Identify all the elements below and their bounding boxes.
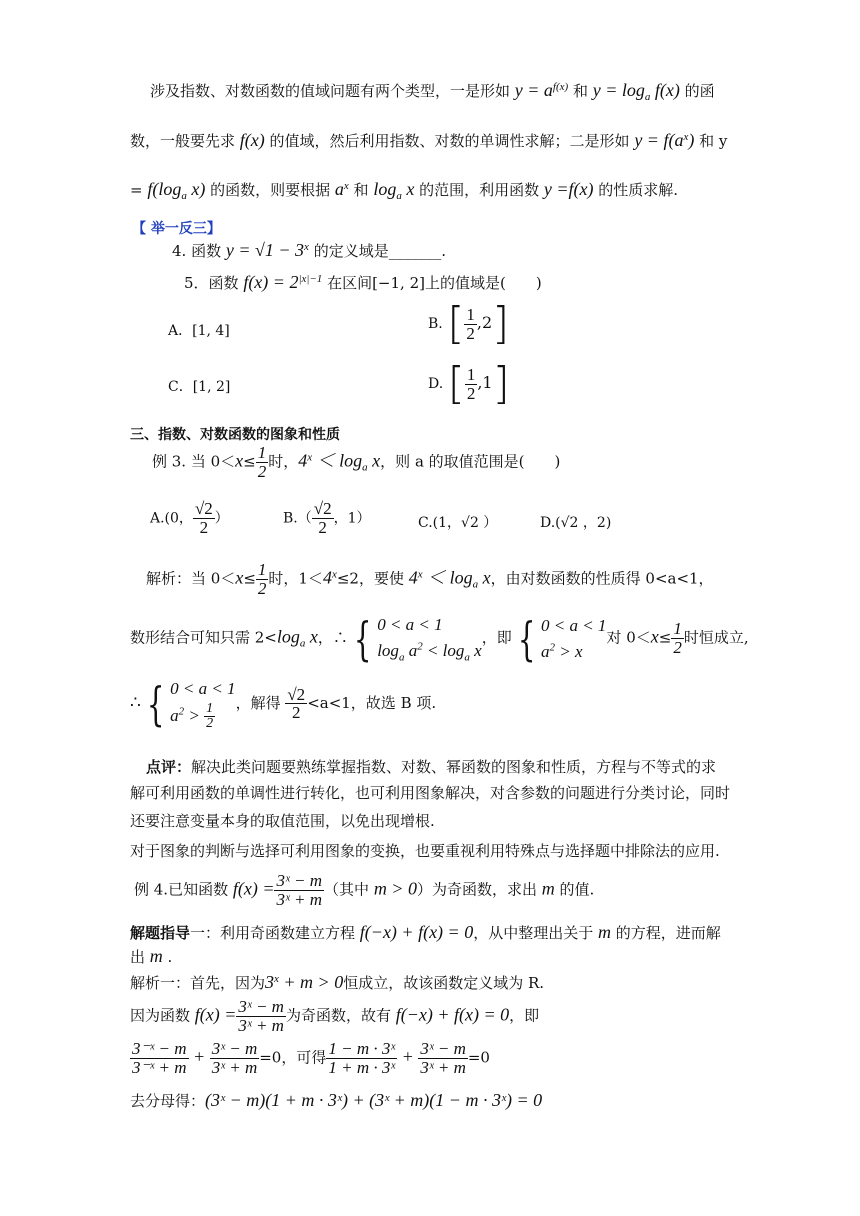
guide-line-1: 解题指导一：利用奇函数建立方程 f(−x) + f(x) = 0，从中整理出关于 m 的方程，进而解 xyxy=(130,922,721,942)
ex3-option-c: C.(1，√2 ） xyxy=(418,515,498,531)
ex3-option-b: B.（ $\frac{√2}{2}$ ，1） xyxy=(283,499,371,537)
ex3-option-a: A.(0， $\frac{√2}{2}$ ） xyxy=(150,499,229,537)
guide-line-2: 出 m . xyxy=(130,946,173,966)
solution-4-line-2: 因为函数 f(x) = $\frac{\text{3ˣ − m}}{\text{3ˣ + m}}$ 为奇函数，故有 f(−x) + f(x) = 0，即 xyxy=(130,997,540,1035)
intro-line-3: = $f(\log_a$ x) 的函数，则要根据 $a^x$ 和 $\log_a x$ 的范围，利用函数 y =f(x) 的性质求解. xyxy=(130,179,679,202)
solution-3-line-2: 数形结合可知只需 $2<\log_a$ x，∴ { 0 < a < 1 $\log_a a^2 < \log_a x$ ，即 { 0 < a < 1 $a^2 > x$ 对 0＜x≤ $\frac{1}{2}$ 时恒成立, xyxy=(130,611,749,666)
comment-line-3: 还要注意变量本身的取值范围，以免出现增根. xyxy=(130,812,435,830)
q5-option-b: B. [ $\frac{1}{2}$ ,2] xyxy=(428,298,510,349)
question-5: 5．函数 $f(x) = 2^{|x|-1}$ 在区间[−1, 2]上的值域是( ) xyxy=(184,272,542,292)
example-3: 例 3. 当 0＜x≤ $\frac{1}{2}$ 时，$4^x < \log_a x$，则 a 的取值范围是( ) xyxy=(152,443,561,481)
solution-3-line-3: ∴ { 0 < a < 1 $a^2$ > $\frac{1}{2}$ ，解得 $\frac{√2}{2}$ <a<1，故选 B 项. xyxy=(130,676,437,732)
q5-option-a: A．[1, 4] xyxy=(168,323,230,339)
solution-4-line-3: $\frac{\text{3⁻ˣ − m}}{\text{3⁻ˣ + m}}$ + $\frac{\text{3ˣ − m}}{\text{3ˣ + m}}$ =0，可得 $\frac{\text{1 − m · 3ˣ}}{\text{1 + m · 3ˣ}}$ + $\frac{\text{3ˣ − m}}{\text{3ˣ + m}}$ =0 xyxy=(132,1039,490,1077)
intro-line-2: 数，一般要先求 f(x) 的值域，然后利用指数、对数的单调性求解；二是形如 $y = f(a^x)$ 和 y xyxy=(130,130,728,150)
comment-line-2: 解可利用函数的单调性进行转化，也可利用图象解决，对含参数的问题进行分类讨论，同时 xyxy=(130,784,731,802)
solution-3-line-1: 解析：当 0＜x≤ $\frac{1}{2}$ 时，$1<4^x\le 2$，要使 $4^x < \log_a x$，由对数函数的性质得 0<a<1， xyxy=(146,560,714,598)
ex3-option-d: D.(√2 ，2) xyxy=(540,515,612,531)
question-4: 4. 函数 $y = √1 - 3^x$ 的定义域是_______. xyxy=(172,240,446,260)
comment-line-4: 对于图象的判断与选择可利用图象的变换，也要重视利用特殊点与选择题中排除法的应用. xyxy=(130,842,720,860)
solution-4-line-4: 去分母得：(3ˣ − m)(1 + m · 3ˣ) + (3ˣ + m)(1 − m · 3ˣ) = 0 xyxy=(130,1090,543,1110)
intro-line-1: 涉及指数、对数函数的值域问题有两个类型，一是形如 $y = a^{f(x)}$ 和 $y = \log_a f(x)$ 的函 xyxy=(150,80,715,103)
example-4: 例 4.已知函数 f(x) = $\frac{\text{3ˣ − m}}{\text{3ˣ + m}}$ （其中 m > 0）为奇函数，求出 m 的值. xyxy=(134,871,595,909)
q5-option-c: C．[1, 2] xyxy=(168,379,231,395)
solution-4-line-1: 解析一：首先，因为$3^x + m > 0$恒成立，故该函数定义域为 R. xyxy=(130,972,545,992)
comment-line-1: 点评：解决此类问题要熟练掌握指数、对数、幂函数的图象和性质，方程与不等式的求 xyxy=(146,758,717,776)
section-3-heading: 三、指数、对数函数的图象和性质 xyxy=(130,427,340,443)
q5-option-d: D. [ $\frac{1}{2}$ ,1] xyxy=(428,358,510,409)
section-tag-extension: 【 举一反三】 xyxy=(132,221,221,237)
